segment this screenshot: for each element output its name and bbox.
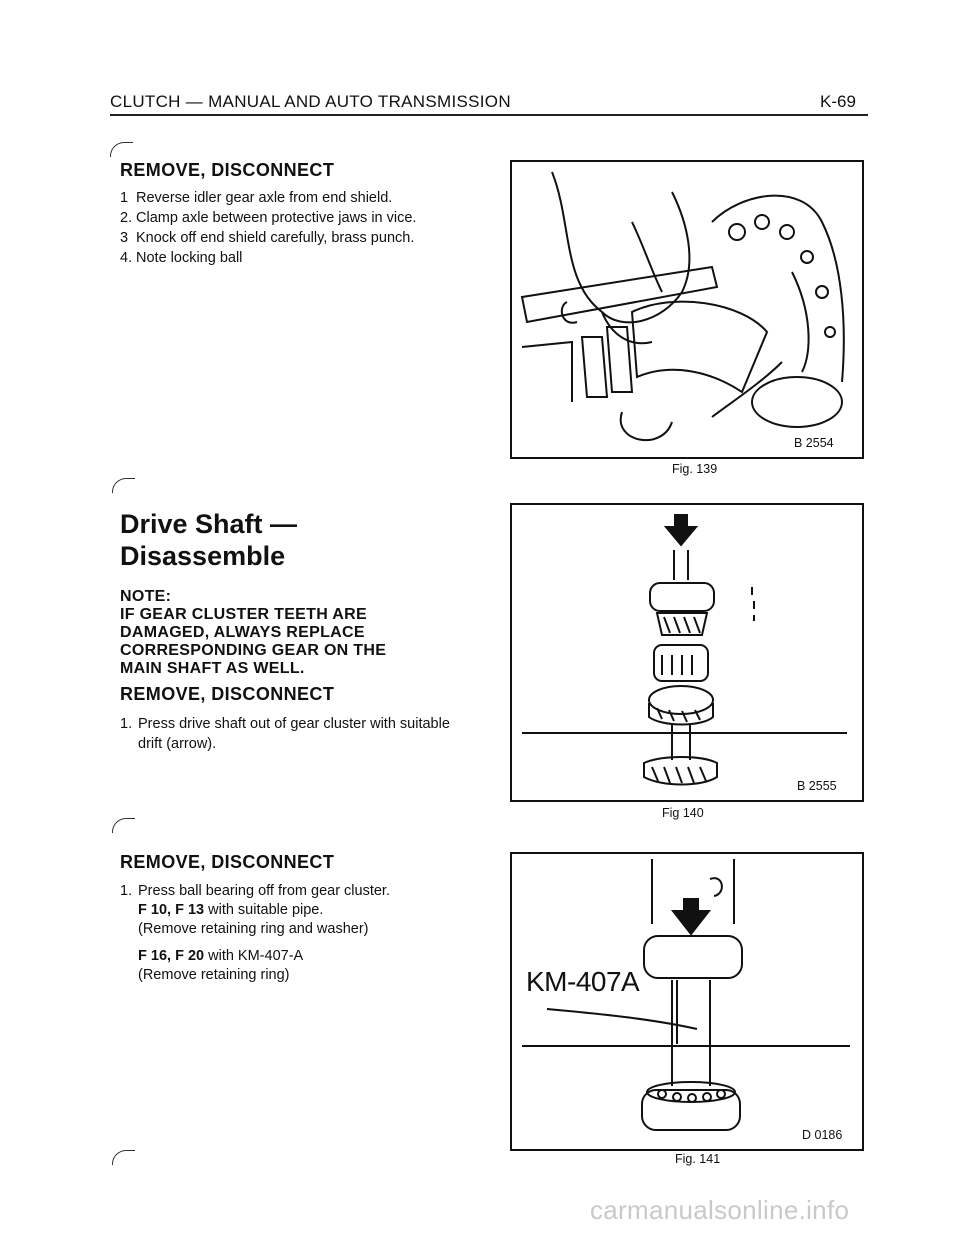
section1-steps xyxy=(120,188,450,268)
margin-mark xyxy=(110,142,133,157)
figure-caption: Fig. 139 xyxy=(672,462,718,476)
figure-code: B 2555 xyxy=(797,779,837,793)
list-item: 1. Press drive shaft out of gear cluster with suitable drift (arrow). xyxy=(120,716,450,752)
margin-mark xyxy=(112,1150,135,1165)
section2-steps xyxy=(120,714,460,754)
title-line: Disassemble xyxy=(120,541,286,571)
section3-heading: REMOVE, DISCONNECT xyxy=(120,852,335,872)
list-item: 4. Note locking ball xyxy=(120,250,243,266)
section1-heading: REMOVE, DISCONNECT xyxy=(120,160,335,180)
section2-heading: REMOVE, DISCONNECT xyxy=(120,684,335,704)
list-item: 2. Clamp axle between protective jaws in vice. xyxy=(120,210,417,226)
f16-note: (Remove retaining ring) xyxy=(138,967,290,983)
figure-140-illustration xyxy=(510,503,864,802)
title-line: Drive Shaft — xyxy=(120,509,298,539)
margin-mark xyxy=(112,478,135,493)
f10-line: F 10, F 13 with suitable pipe. xyxy=(138,902,324,918)
f16-line: F 16, F 20 with KM-407-A xyxy=(138,948,304,964)
margin-mark xyxy=(112,818,135,833)
note-text: IF GEAR CLUSTER TEETH ARE DAMAGED, ALWAYS REPLACE CORRESPONDING GEAR ON THE MAIN SHAFT AS WELL. xyxy=(120,606,387,677)
page-header-title: CLUTCH — MANUAL AND AUTO TRANSMISSION xyxy=(110,92,511,111)
list-item: 1. Press ball bearing off from gear cluster. F 10, F 13 with suitable pipe. (Remove retaining ring and washer) F 16, F 20 with KM-407-A (Remove retaining ring) xyxy=(120,883,390,983)
figure-code: D 0186 xyxy=(802,1128,843,1142)
figure-139-illustration xyxy=(510,160,864,459)
figure-code: B 2554 xyxy=(794,436,834,450)
note-label: NOTE: xyxy=(120,588,172,605)
list-item: 1 Reverse idler gear axle from end shield. xyxy=(120,190,393,206)
section3-body xyxy=(120,882,460,985)
drive-shaft-drawing xyxy=(512,505,862,800)
figure-caption: Fig 140 xyxy=(662,806,704,820)
figure-141-illustration xyxy=(510,852,864,1151)
note-block xyxy=(120,588,420,678)
footer-watermark: carmanualsonline.info xyxy=(590,1195,850,1225)
page-number: K-69 xyxy=(820,92,856,111)
step-text: Press ball bearing off from gear cluster. xyxy=(138,883,390,899)
header-rule xyxy=(110,114,868,116)
figure-caption: Fig. 141 xyxy=(675,1152,721,1166)
ball-bearing-press-drawing xyxy=(512,854,862,1149)
tool-label: KM-407A xyxy=(526,966,640,997)
f10-note: (Remove retaining ring and washer) xyxy=(138,921,369,937)
list-item: 3 Knock off end shield carefully, brass punch. xyxy=(120,230,415,246)
clamp-vice-drawing xyxy=(512,162,862,457)
section2-title xyxy=(120,508,297,572)
